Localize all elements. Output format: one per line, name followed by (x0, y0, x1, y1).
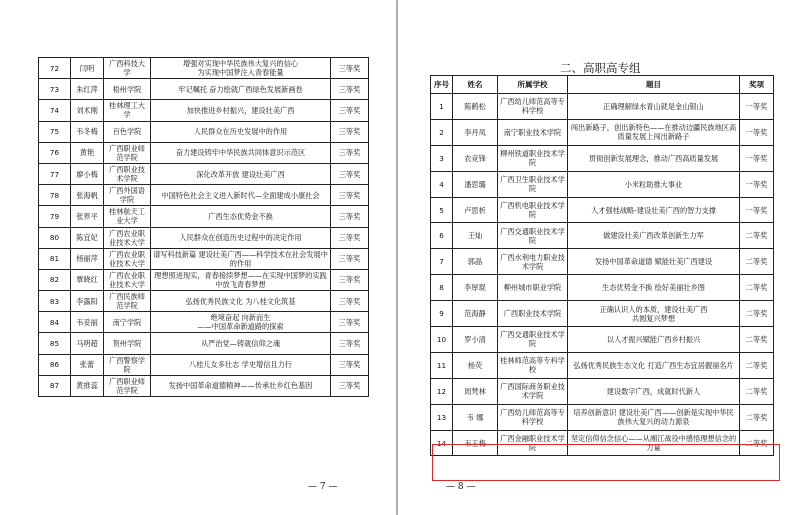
table-row (39, 206, 369, 227)
cell-no: 75 (39, 121, 71, 142)
cell-title: 人民群众在创造历史过程中的决定作用 (151, 227, 331, 248)
cell-title: 正确认识人的本质，建设壮美广西 共圆复兴梦想 (568, 301, 740, 327)
cell-title: 奋力建设铸牢中华民族共同体意识示范区 (151, 142, 331, 163)
cell-name: 陈鹤松 (453, 94, 498, 120)
cell-title: 弘扬优秀民族生态文化 打造广西生态宜居靓丽名片 (568, 352, 740, 378)
table-row (39, 163, 369, 184)
cell-title: 增强对实现中华民族伟大复兴的信心 为实现中国梦注入青春能量 (151, 58, 331, 79)
cell-school: 广西卫生职业技术学院 (498, 171, 568, 197)
cell-no: 5 (431, 197, 453, 223)
cell-award: 一等奖 (740, 94, 774, 120)
table-row (39, 142, 369, 163)
section-title: 二、高职高专组 (560, 61, 641, 75)
cell-name: 覃晓红 (71, 269, 104, 290)
cell-title: 生态优势金不换 绘好美丽壮乡图 (568, 275, 740, 301)
cell-name: 范海静 (453, 301, 498, 327)
table-row (39, 100, 369, 121)
table-row (431, 94, 774, 120)
cell-title: 从严治党—铸就信仰之魂 (151, 333, 331, 354)
cell-school: 广西科技大学 (104, 58, 151, 79)
cell-title: 做建设壮美广西改革创新生力军 (568, 223, 740, 249)
header-school: 所属学校 (498, 76, 568, 94)
table-row (431, 327, 774, 353)
cell-name: 李厚琨 (453, 275, 498, 301)
cell-no: 79 (39, 206, 71, 227)
cell-name: 张界平 (71, 206, 104, 227)
cell-name: 农竞锋 (453, 145, 498, 171)
cell-school: 广西机电职业技术学院 (498, 197, 568, 223)
cell-award: 三等奖 (331, 58, 369, 79)
cell-school: 百色学院 (104, 121, 151, 142)
cell-name: 刘术刚 (71, 100, 104, 121)
cell-no: 78 (39, 185, 71, 206)
cell-school: 广西农业职业技术大学 (104, 227, 151, 248)
cell-school: 广西幼儿师范高等专科学校 (498, 94, 568, 120)
cell-title: 建设数字广西，成就时代新人 (568, 378, 740, 404)
cell-no: 10 (431, 327, 453, 353)
cell-award: 三等奖 (331, 121, 369, 142)
cell-name: 杨丽萍 (71, 248, 104, 269)
table-row (39, 79, 369, 100)
cell-school: 广西农业职业技术大学 (104, 269, 151, 290)
cell-no: 11 (431, 352, 453, 378)
cell-title: 人民群众在历史发展中的作用 (151, 121, 331, 142)
cell-school: 梧州学院 (104, 79, 151, 100)
cell-no: 2 (431, 119, 453, 145)
cell-name: 卢思析 (453, 197, 498, 223)
cell-title: 广西生态优势金不换 (151, 206, 331, 227)
cell-award: 三等奖 (331, 206, 369, 227)
cell-no: 14 (431, 430, 453, 456)
cell-school: 柳州铁道职业技术学院 (498, 145, 568, 171)
cell-title: 发扬中国革命道德精神——传承壮乡红色基因 (151, 375, 331, 396)
cell-name: 杨荧 (453, 352, 498, 378)
cell-school: 广西警察学院 (104, 354, 151, 375)
cell-award: 二等奖 (740, 352, 774, 378)
cell-title: 中国特色社会主义进入新时代—全面建成小康社会 (151, 185, 331, 206)
cell-award: 二等奖 (740, 430, 774, 456)
table-row (431, 275, 774, 301)
cell-award: 一等奖 (740, 119, 774, 145)
cell-name: 周梵林 (453, 378, 498, 404)
cell-title: 弘扬优秀民族文化 为八桂文化筑基 (151, 291, 331, 312)
table-row (39, 248, 369, 269)
header-name: 姓名 (453, 76, 498, 94)
table-row (431, 430, 774, 456)
cell-title: 闯出新路子，创出新特色——在推动边疆民族地区高质量发展上闯出新路子 (568, 119, 740, 145)
page-number: — 7 — (308, 482, 338, 492)
cell-title: 谱写科技新篇 建设壮美广西——科学技术在社会发展中的作用 (151, 248, 331, 269)
cell-school: 广西交通职业技术学院 (498, 327, 568, 353)
cell-award: 二等奖 (740, 378, 774, 404)
table-row (431, 145, 774, 171)
cell-title: 小米粒助推大事业 (568, 171, 740, 197)
cell-school: 广西职业师范学院 (104, 142, 151, 163)
cell-title: 发扬中国革命道德 赋能壮美广西建设 (568, 249, 740, 275)
cell-name: 李露阳 (71, 291, 104, 312)
cell-name: 王灿 (453, 223, 498, 249)
cell-title: 绝境奋起 向新而生 ——中国革命新道路的探索 (151, 312, 331, 333)
table-row (39, 312, 369, 333)
cell-award: 二等奖 (740, 327, 774, 353)
cell-title: 以人才振兴赋能广西乡村振兴 (568, 327, 740, 353)
table-row (431, 197, 774, 223)
cell-award: 一等奖 (740, 145, 774, 171)
cell-no: 83 (39, 291, 71, 312)
table-row (39, 185, 369, 206)
cell-award: 三等奖 (331, 248, 369, 269)
cell-school: 广西职业技术学院 (104, 163, 151, 184)
cell-no: 1 (431, 94, 453, 120)
cell-title: 深化改革开放 建设壮美广西 (151, 163, 331, 184)
table-row (39, 333, 369, 354)
cell-award: 一等奖 (740, 197, 774, 223)
cell-school: 贺州学院 (104, 333, 151, 354)
cell-no: 77 (39, 163, 71, 184)
cell-award: 三等奖 (331, 100, 369, 121)
cell-award: 二等奖 (740, 249, 774, 275)
cell-title: 理想照进现实，青春接续梦想——在实现中国梦的实践中放飞青春梦想 (151, 269, 331, 290)
table-row (431, 352, 774, 378)
table-row (39, 227, 369, 248)
cell-title: 加快推进乡村振兴，建设壮美广西 (151, 100, 331, 121)
cell-school: 广西水利电力职业技术学院 (498, 249, 568, 275)
cell-title: 贯彻创新发展理念，推动广西高质量发展 (568, 145, 740, 171)
cell-name: 廖小梅 (71, 163, 104, 184)
table-row (39, 375, 369, 396)
cell-name: 韦冬梅 (71, 121, 104, 142)
cell-name: 郭晶 (453, 249, 498, 275)
cell-award: 三等奖 (331, 185, 369, 206)
header-no: 序号 (431, 76, 453, 94)
header-award: 奖项 (740, 76, 774, 94)
page-number: — 8 — (446, 482, 476, 492)
cell-award: 三等奖 (331, 79, 369, 100)
table-row (431, 378, 774, 404)
cell-title: 培养创新意识 建设壮美广西——创新是实现中华民族伟大复兴的动力源泉 (568, 404, 740, 430)
cell-school: 桂林师范高等专科学校 (498, 352, 568, 378)
cell-name: 朱红萍 (71, 79, 104, 100)
cell-school: 广西交通职业技术学院 (498, 223, 568, 249)
cell-no: 85 (39, 333, 71, 354)
cell-school: 南宁学院 (104, 312, 151, 333)
cell-name: 陈宜妃 (71, 227, 104, 248)
cell-name: 李丹凤 (453, 119, 498, 145)
cell-no: 72 (39, 58, 71, 79)
cell-no: 6 (431, 223, 453, 249)
cell-school: 广西外国语学院 (104, 185, 151, 206)
cell-award: 三等奖 (331, 163, 369, 184)
table-row (431, 301, 774, 327)
cell-award: 三等奖 (331, 291, 369, 312)
cell-title: 牢记嘱托 奋力绘就广西绿色发展新画卷 (151, 79, 331, 100)
cell-title: 八桂儿女多壮志 学史增信且力行 (151, 354, 331, 375)
cell-no: 82 (39, 269, 71, 290)
cell-title: 人才强桂战略-建设壮美广西的智力支撑 (568, 197, 740, 223)
cell-award: 二等奖 (740, 223, 774, 249)
cell-school: 广西幼儿师范高等专科学校 (498, 404, 568, 430)
table-row (39, 58, 369, 79)
cell-title: 正确理解绿水青山就是金山银山 (568, 94, 740, 120)
cell-school: 柳州城市职业学院 (498, 275, 568, 301)
cell-name: 韦玉梅 (453, 430, 498, 456)
award-table-left (38, 57, 369, 397)
cell-name: 马明超 (71, 333, 104, 354)
table-header-row (431, 76, 774, 94)
cell-no: 7 (431, 249, 453, 275)
cell-name: 韦妥丽 (71, 312, 104, 333)
cell-no: 9 (431, 301, 453, 327)
cell-school: 桂林理工大学 (104, 100, 151, 121)
cell-award: 二等奖 (740, 404, 774, 430)
table-row (39, 269, 369, 290)
cell-award: 二等奖 (740, 301, 774, 327)
cell-name: 罗小清 (453, 327, 498, 353)
cell-no: 4 (431, 171, 453, 197)
cell-no: 12 (431, 378, 453, 404)
table-row (431, 223, 774, 249)
cell-no: 8 (431, 275, 453, 301)
cell-award: 三等奖 (331, 227, 369, 248)
cell-award: 一等奖 (740, 171, 774, 197)
cell-school: 广西农业职业技术大学 (104, 248, 151, 269)
table-row (431, 171, 774, 197)
cell-school: 桂林航天工业大学 (104, 206, 151, 227)
table-row (39, 354, 369, 375)
cell-award: 三等奖 (331, 142, 369, 163)
cell-no: 80 (39, 227, 71, 248)
cell-no: 3 (431, 145, 453, 171)
cell-school: 广西国际商务职业技术学院 (498, 378, 568, 404)
cell-no: 81 (39, 248, 71, 269)
cell-no: 87 (39, 375, 71, 396)
cell-name: 韦 娜 (453, 404, 498, 430)
document-page-left (0, 0, 396, 515)
cell-name: 张海帆 (71, 185, 104, 206)
table-row (39, 121, 369, 142)
cell-no: 13 (431, 404, 453, 430)
cell-award: 三等奖 (331, 354, 369, 375)
header-title: 题目 (568, 76, 740, 94)
cell-title: 坚定信仰信念信心——从湘江战役中感悟理想信念的力量 (568, 430, 740, 456)
table-row (431, 404, 774, 430)
cell-school: 广西民族师范学院 (104, 291, 151, 312)
cell-name: 黄推蕊 (71, 375, 104, 396)
cell-name: 张蕾 (71, 354, 104, 375)
cell-name: 潘思璐 (453, 171, 498, 197)
cell-award: 三等奖 (331, 333, 369, 354)
cell-no: 86 (39, 354, 71, 375)
table-row (39, 291, 369, 312)
cell-award: 三等奖 (331, 269, 369, 290)
cell-award: 三等奖 (331, 375, 369, 396)
cell-school: 南宁职业技术学院 (498, 119, 568, 145)
award-table-right (430, 75, 774, 456)
cell-name: 黄艳 (71, 142, 104, 163)
cell-school: 广西金融职业技术学院 (498, 430, 568, 456)
cell-award: 三等奖 (331, 312, 369, 333)
table-row (431, 119, 774, 145)
cell-no: 76 (39, 142, 71, 163)
cell-no: 73 (39, 79, 71, 100)
cell-no: 74 (39, 100, 71, 121)
cell-award: 二等奖 (740, 275, 774, 301)
cell-school: 广西职业师范学院 (104, 375, 151, 396)
cell-no: 84 (39, 312, 71, 333)
table-row (431, 249, 774, 275)
cell-name: 闫明 (71, 58, 104, 79)
cell-school: 广西职业技术学院 (498, 301, 568, 327)
